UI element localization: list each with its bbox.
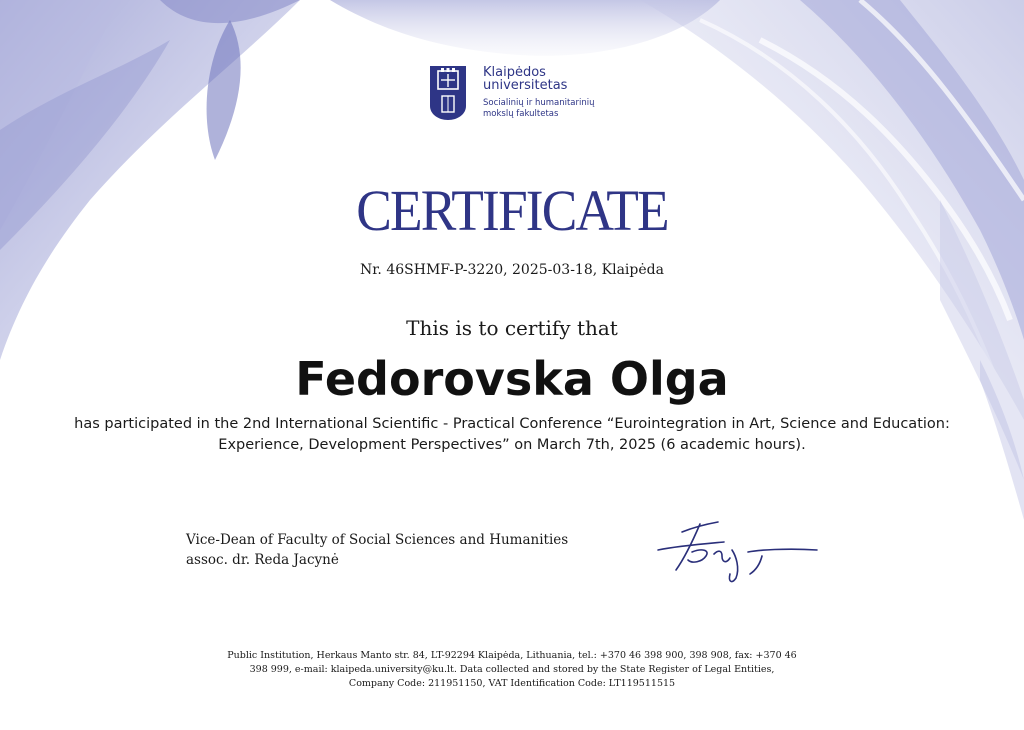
faculty-name-line1: Socialinių ir humanitarinių: [483, 98, 595, 108]
faculty-name: [483, 98, 595, 120]
participation-line2: Experience, Development Perspectives” on March 7th, 2025 (6 academic hours).: [218, 437, 806, 453]
signatory-position: Vice-Dean of Faculty of Social Sciences and Humanities: [186, 532, 569, 548]
participation-statement: [60, 414, 964, 456]
signatory-name: assoc. dr. Reda Jacynė: [186, 552, 339, 568]
certificate-title: CERTIFICATE: [356, 178, 668, 243]
footer-line2: 398 999, e-mail: klaipeda.university@ku.lt. Data collected and stored by the State Register of Legal Entities,: [249, 664, 775, 675]
faculty-name-line2: mokslų fakultetas: [483, 109, 559, 119]
university-emblem-icon: [430, 66, 466, 120]
certify-text: This is to certify that: [406, 316, 618, 340]
university-logo: [430, 64, 650, 124]
footer-line1: Public Institution, Herkaus Manto str. 84, LT-92294 Klaipėda, Lithuania, tel.: +370 46 398 900, 398 908, fax: +370 46: [227, 650, 797, 661]
institution-footer: [200, 649, 824, 691]
handwritten-signature-icon: [652, 512, 827, 590]
participation-line1: has participated in the 2nd International Scientific - Practical Conference “Eurointegration in Art, Science and Education:: [74, 416, 950, 432]
signatory-block: [186, 530, 568, 570]
university-name-line2: universitetas: [483, 78, 568, 93]
certificate-number: Nr. 46SHMF-P-3220, 2025-03-18, Klaipėda: [360, 262, 664, 278]
footer-line3: Company Code: 211951150, VAT Identification Code: LT119511515: [348, 678, 676, 689]
recipient-name: Fedorovska Olga: [295, 352, 729, 406]
university-name: [483, 66, 567, 92]
university-name-line1: Klaipėdos: [483, 65, 546, 80]
